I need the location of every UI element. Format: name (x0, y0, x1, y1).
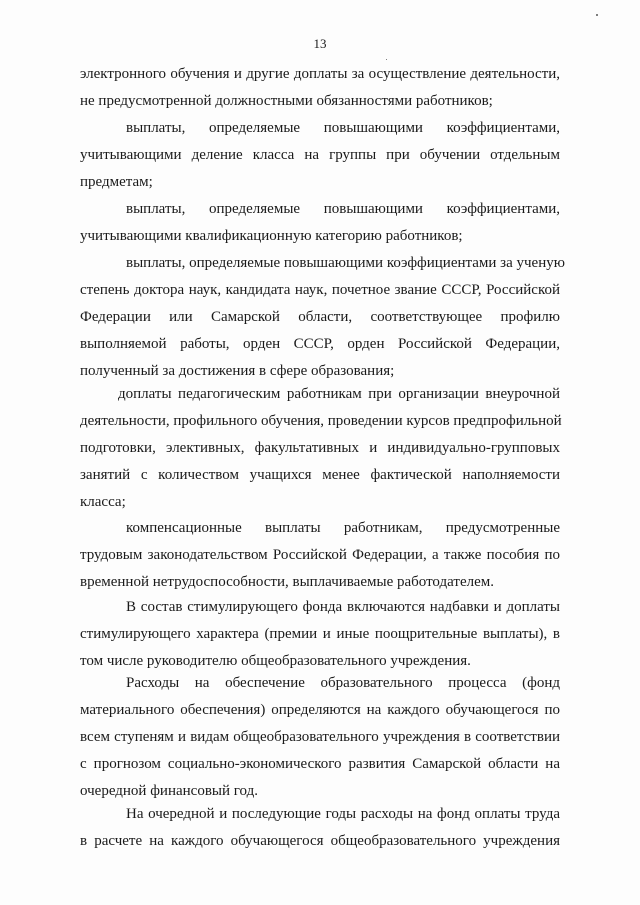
text-line: компенсационные выплаты работникам, предусмотренные (126, 520, 560, 536)
text-line: В состав стимулирующего фонда включаются надбавки и доплаты (126, 599, 560, 615)
text-line: материального обеспечения) определяются на каждого обучающегося по (80, 702, 560, 718)
text-line: с прогнозом социально-экономического развития Самарской области на (80, 756, 560, 772)
text-line: трудовым законодательством Российской Федерации, а также пособия по (80, 547, 560, 563)
text-line: степень доктора наук, кандидата наук, почетное звание СССР, Российской (80, 282, 560, 298)
text-line: в расчете на каждого обучающегося общеобразовательного учреждения (80, 833, 560, 849)
text-line: выплаты, определяемые повышающими коэффициентами, (126, 120, 560, 136)
scan-speck (386, 59, 387, 60)
text-line: выполняемой работы, орден СССР, орден Российской Федерации, (80, 336, 560, 352)
text-line: доплаты педагогическим работникам при организации внеурочной (118, 386, 560, 402)
text-line: выплаты, определяемые повышающими коэффициентами, (126, 201, 560, 217)
text-line: класса; (80, 494, 126, 510)
text-line: учитывающими квалификационную категорию работников; (80, 228, 463, 244)
text-line: не предусмотренной должностными обязанностями работников; (80, 93, 493, 109)
text-line: Федерации или Самарской области, соответствующее профилю (80, 309, 560, 325)
text-line: Расходы на обеспечение образовательного процесса (фонд (126, 675, 560, 691)
scan-speck (596, 14, 598, 16)
text-line: всем ступеням и видам общеобразовательного учреждения в соответствии (80, 729, 560, 745)
text-line: очередной финансовый год. (80, 783, 258, 799)
text-line: электронного обучения и другие доплаты за осуществление деятельности, (80, 66, 560, 82)
text-line: занятий с количеством учащихся менее фактической наполняемости (80, 467, 560, 483)
text-line: стимулирующего характера (премии и иные поощрительные выплаты), в (80, 626, 560, 642)
text-line: учитывающими деление класса на группы при обучении отдельным (80, 147, 560, 163)
text-line: деятельности, профильного обучения, проведении курсов предпрофильной (80, 413, 562, 429)
text-line: том числе руководителю общеобразовательного учреждения. (80, 653, 471, 669)
page-number: 13 (313, 36, 327, 51)
text-line: подготовки, элективных, факультативных и индивидуально-групповых (80, 440, 560, 456)
text-line: временной нетрудоспособности, выплачиваемые работодателем. (80, 574, 494, 590)
text-line: предметам; (80, 174, 153, 190)
text-line: полученный за достижения в сфере образования; (80, 363, 395, 379)
text-line: выплаты, определяемые повышающими коэффициентами за ученую (126, 255, 565, 271)
text-line: На очередной и последующие годы расходы на фонд оплаты труда (126, 806, 560, 822)
